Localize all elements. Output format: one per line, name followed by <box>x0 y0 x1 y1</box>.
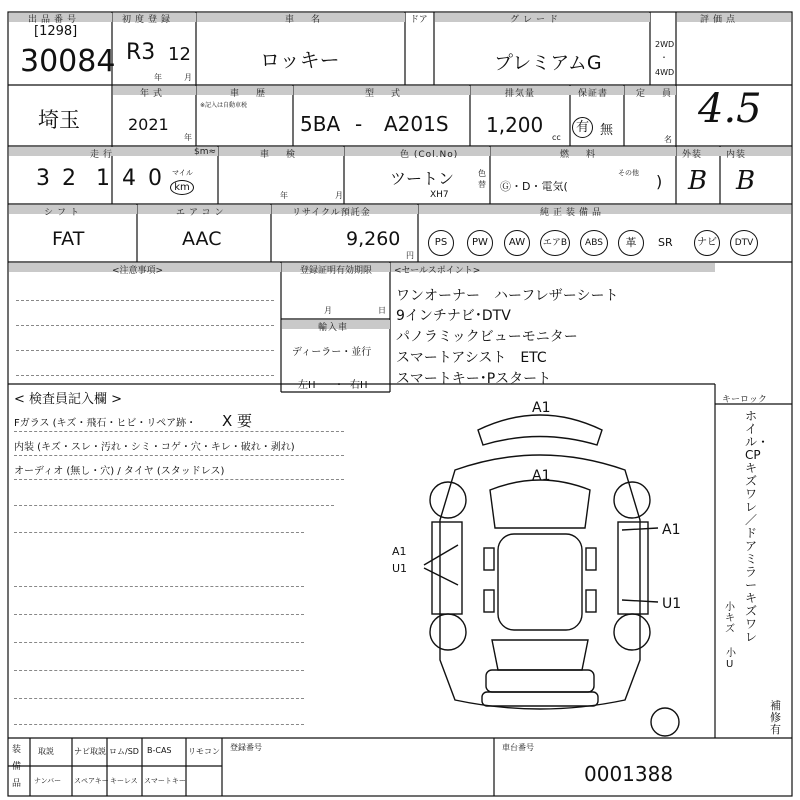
lot-number: 30084 <box>20 44 116 79</box>
equipment-aw: AW <box>504 230 530 256</box>
equipment-navi: ナビ <box>694 230 720 256</box>
diagram-mark-bumper-front: A1 <box>532 400 551 416</box>
accessories-label: 装備品 <box>12 745 22 789</box>
chassis-number-label: 車台番号 <box>502 743 534 752</box>
sales-points-label: <セールスポイント> <box>394 266 481 276</box>
accessory-number-plate: ナンバー <box>34 777 62 785</box>
fuel-label: 燃 料 <box>560 150 600 160</box>
import-label: 輸入車 <box>318 323 349 333</box>
warranty-no: 無 <box>600 123 614 138</box>
windshield-replace-mark: X 要 <box>222 412 253 430</box>
import-dealer-parallel: ディーラー・並行 <box>292 347 372 358</box>
repair-note: 補修有 <box>770 699 781 736</box>
caution-label: <注意事項> <box>112 266 164 276</box>
mileage-digit-2: 2 <box>62 166 76 191</box>
wheel-mirror-note: ホイル・CPキズ ワレ／ドアミラーキズ ワレ <box>745 409 770 644</box>
region-label: 年式 <box>140 89 167 99</box>
odometer-label: $m≈ <box>194 147 217 157</box>
displacement-label: 排気量 <box>505 89 536 99</box>
lot-short-number: [1298] <box>34 24 78 39</box>
vehicle-grade: プレミアムG <box>494 52 602 74</box>
first-reg-month: 12 <box>168 44 191 65</box>
registration-month-unit: 月 <box>324 306 332 315</box>
first-reg-era: R3 <box>126 40 156 65</box>
accessory-bcas: B-CAS <box>147 746 172 755</box>
inspector-line-interior: 内装 (キズ・スレ・汚れ・シミ・コゲ・穴・キレ・破れ・剥れ) <box>14 442 295 453</box>
inspection-year-unit: 年 <box>280 191 288 200</box>
displacement-unit: cc <box>552 133 561 142</box>
registration-day-unit: 日 <box>378 306 386 315</box>
warranty-label: 保証書 <box>578 89 609 99</box>
model-year-unit: 年 <box>184 133 192 142</box>
mileage-digit-4: 4 <box>122 166 136 191</box>
history-note: ※記入は自動車税 <box>200 102 248 109</box>
steering-separator: ・ <box>334 380 344 391</box>
mileage-digit-1: 3 <box>36 166 50 191</box>
diagram-mark-right-front-door: A1 <box>662 522 681 538</box>
accessory-manual: 取説 <box>38 747 54 756</box>
drive-2wd: 2WD <box>655 40 675 49</box>
drive-separator: ・ <box>660 53 668 62</box>
color-name: ツートン <box>390 169 455 188</box>
aircon-label: エアコン <box>176 208 228 218</box>
accessory-remote: リモコン <box>188 747 220 756</box>
diagram-mark-left-door: A1 <box>392 545 407 558</box>
model-code: A201S <box>384 112 449 136</box>
diagram-mark-hood: A1 <box>532 468 551 484</box>
model-code-prefix: 5BA <box>300 112 341 136</box>
grade-label: グレード <box>510 15 563 25</box>
registration-number-label: 登録番号 <box>230 743 262 752</box>
mileage-km-unit: km <box>170 180 194 195</box>
first-registration-label: 初度登録 <box>122 15 175 25</box>
accessory-smart-key: スマートキー <box>144 777 186 785</box>
diagram-mark-right-rear-door: U1 <box>662 596 682 612</box>
sales-point-5: スマートキー･Pスタート <box>396 371 552 387</box>
mileage-label: 走行 <box>90 150 117 160</box>
lot-number-label: 出品番号 <box>28 15 81 25</box>
accessory-keyless: キーレス <box>110 777 138 785</box>
sales-point-3: パノラミックビューモニター <box>396 329 578 345</box>
inspector-section-title: < 検査員記入欄 > <box>14 392 123 407</box>
aircon-value: AAC <box>182 228 222 250</box>
mileage-digit-3: 1 <box>96 166 110 191</box>
drive-4wd: 4WD <box>655 68 675 77</box>
recycle-amount: 9,260 <box>346 228 401 250</box>
sales-point-4: スマートアシスト ETC <box>396 350 547 366</box>
inspector-line-audio-tires: オーディオ (無し・穴) / タイヤ (スタッドレス) <box>14 466 225 477</box>
shift-label: シフト <box>44 208 84 218</box>
chassis-number: 0001388 <box>584 762 674 786</box>
steering-left: 左H <box>298 380 316 391</box>
warranty-yes: 有 <box>572 117 593 138</box>
fuel-options: Ⓖ・D・電気( <box>500 180 568 193</box>
model-code-dash: - <box>355 112 363 136</box>
history-label: 車 歴 <box>230 89 270 99</box>
sales-point-2: 9インチナビ･DTV <box>396 308 511 324</box>
accessory-rom-sd: ロム/SD <box>109 747 139 756</box>
model-name-label: 車 名 <box>285 15 325 25</box>
model-year: 2021 <box>128 115 169 134</box>
mileage-mile-unit: マイル <box>172 169 193 177</box>
inspection-label: 車 検 <box>260 150 300 160</box>
recycle-label: リサイクル預託金 <box>292 208 371 218</box>
equipment-leather: 革 <box>618 230 644 256</box>
displacement-value: 1,200 <box>486 113 544 137</box>
color-label: 色 (Col.No) <box>400 150 459 160</box>
region: 埼玉 <box>38 108 80 132</box>
mileage-digit-5: 0 <box>148 166 162 191</box>
small-dent-note: 小U <box>726 648 736 670</box>
first-reg-year-unit: 年 <box>154 73 162 82</box>
evaluation-score: 4.5 <box>698 86 762 132</box>
equipment-abs: ABS <box>580 230 608 256</box>
shift-value: FAT <box>52 228 85 250</box>
equipment-dtv: DTV <box>730 230 758 256</box>
small-scratch-note: 小キズ <box>725 602 735 635</box>
steering-right: 右H <box>350 380 368 391</box>
interior-label: 内装 <box>726 150 747 160</box>
equipment-label: 純正装備品 <box>540 208 606 218</box>
registration-expiry-label: 登録証明有効期限 <box>300 266 373 276</box>
vehicle-name: ロッキー <box>260 48 340 72</box>
capacity-unit: 名 <box>664 135 672 144</box>
recycle-unit: 円 <box>406 251 414 260</box>
door-label: ドア <box>410 15 428 25</box>
equipment-pw: PW <box>467 230 493 256</box>
fuel-other-label: その他 <box>618 169 639 177</box>
equipment-ps: PS <box>428 230 454 256</box>
type-label: 型 式 <box>365 89 405 99</box>
color-change-label: 色替 <box>478 169 486 189</box>
sales-point-1: ワンオーナー ハーフレザーシート <box>396 288 619 304</box>
inspector-line-windshield: Fガラス (キズ・飛石・ヒビ・リペア跡・ <box>14 418 197 429</box>
accessory-spare-key: スペアキー <box>74 777 109 785</box>
first-reg-month-unit: 月 <box>184 73 192 82</box>
inspection-month-unit: 月 <box>335 191 343 200</box>
keylock-label: キーロック <box>722 395 767 405</box>
accessory-navi-manual: ナビ取説 <box>74 747 106 756</box>
equipment-sunroof: SR <box>658 236 673 249</box>
equipment-airbag: エアB <box>540 230 570 256</box>
diagram-mark-left-dent: U1 <box>392 562 408 575</box>
fuel-close: ) <box>656 172 663 191</box>
color-code: XH7 <box>430 190 449 200</box>
interior-grade: B <box>736 166 756 196</box>
exterior-grade: B <box>688 166 708 196</box>
exterior-label: 外装 <box>682 150 703 160</box>
evaluation-label: 評価点 <box>700 15 740 25</box>
capacity-label: 定 員 <box>636 89 676 99</box>
